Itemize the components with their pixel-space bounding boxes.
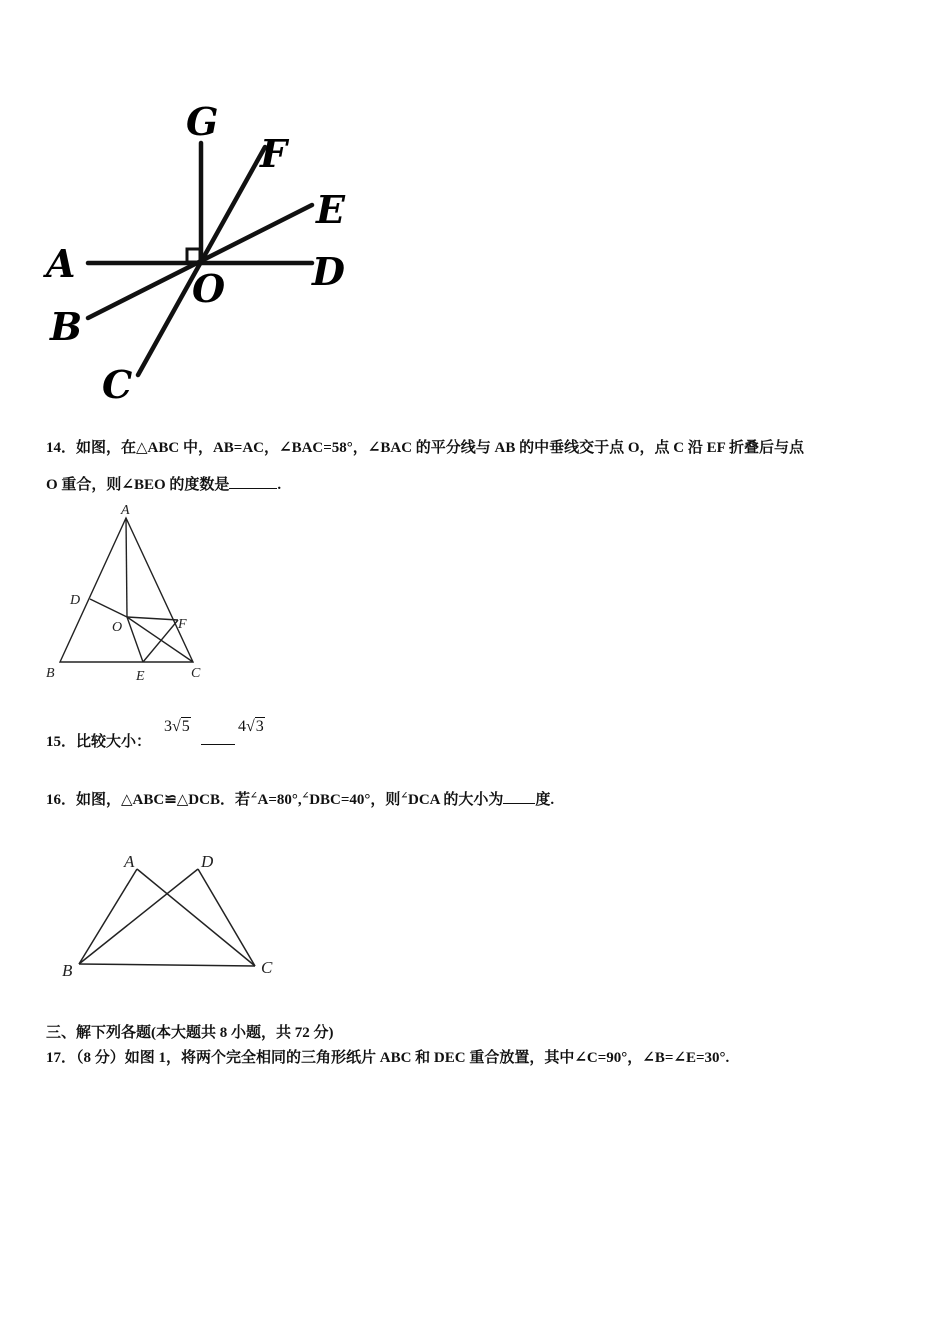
label-G: G: [186, 99, 219, 144]
angle-icon: ∠: [400, 790, 408, 800]
label-F: F: [260, 131, 287, 176]
q16-line: [46, 788, 554, 809]
q16-label-D: D: [201, 852, 214, 871]
q14-label-A: A: [121, 503, 130, 518]
label-C: C: [102, 362, 133, 407]
q15-left-coef: 3: [164, 718, 172, 735]
section3-title: 三、解下列各题(本大题共 8 小题，共 72 分): [46, 1025, 334, 1041]
radical-icon: √: [246, 718, 255, 735]
q16-part1: 16．如图，△ABC≌△DCB．若: [46, 792, 250, 808]
q15-prefix: 15．比较大小：: [46, 734, 152, 750]
q16-part5: 度.: [535, 792, 555, 808]
q16-label-C: C: [261, 958, 273, 977]
q14-label-D: D: [70, 593, 81, 608]
q14-label-O: O: [112, 620, 123, 635]
q14-triangle-figure: [40, 500, 220, 690]
label-B: B: [50, 304, 83, 349]
q14-line2-suffix: .: [277, 477, 282, 493]
q15-answer-blank[interactable]: [201, 730, 235, 745]
q15-line: [46, 730, 151, 751]
label-E: E: [316, 187, 345, 232]
q15-right-expression: [238, 718, 265, 736]
q14-line2: [46, 473, 281, 494]
q14-label-F: F: [178, 617, 187, 632]
q16-part2: A=80°,: [257, 792, 302, 808]
label-A: A: [46, 241, 76, 286]
q16-congruent-triangles-figure: [55, 845, 285, 985]
angle-icon: ∠: [301, 790, 310, 800]
q16-label-B: B: [62, 961, 73, 980]
angle-icon: ∠: [249, 790, 258, 800]
q16-part4: DCA 的大小为: [407, 792, 504, 808]
q15-right-coef: 4: [238, 718, 246, 735]
q17-line: 17．（8 分）如图 1，将两个完全相同的三角形纸片 ABC 和 DEC 重合放置，其中∠C=90°，∠B=∠E=30°.: [46, 1050, 730, 1066]
q15-right-radicand: 3: [255, 718, 264, 735]
label-D: D: [312, 249, 345, 294]
label-O: O: [192, 266, 226, 311]
q14-answer-blank[interactable]: [229, 474, 277, 489]
q16-answer-blank[interactable]: [503, 789, 535, 804]
q14-label-E: E: [136, 669, 145, 684]
q14-line1: 14．如图，在△ABC 中，AB=AC，∠BAC=58°，∠BAC 的平分线与 AB 的中垂线交于点 O，点 C 沿 EF 折叠后与点: [46, 440, 804, 456]
q14-label-B: B: [46, 666, 55, 681]
radical-icon: √: [172, 718, 181, 735]
angle-lines-figure: [40, 95, 370, 410]
q15-left-radicand: 5: [181, 718, 190, 735]
q14-label-C: C: [191, 666, 201, 681]
q14-line2-prefix: O 重合，则∠BEO 的度数是: [46, 477, 230, 493]
q16-part3: DBC=40°，则: [309, 792, 401, 808]
q15-left-expression: [164, 718, 191, 736]
q16-label-A: A: [124, 852, 135, 871]
